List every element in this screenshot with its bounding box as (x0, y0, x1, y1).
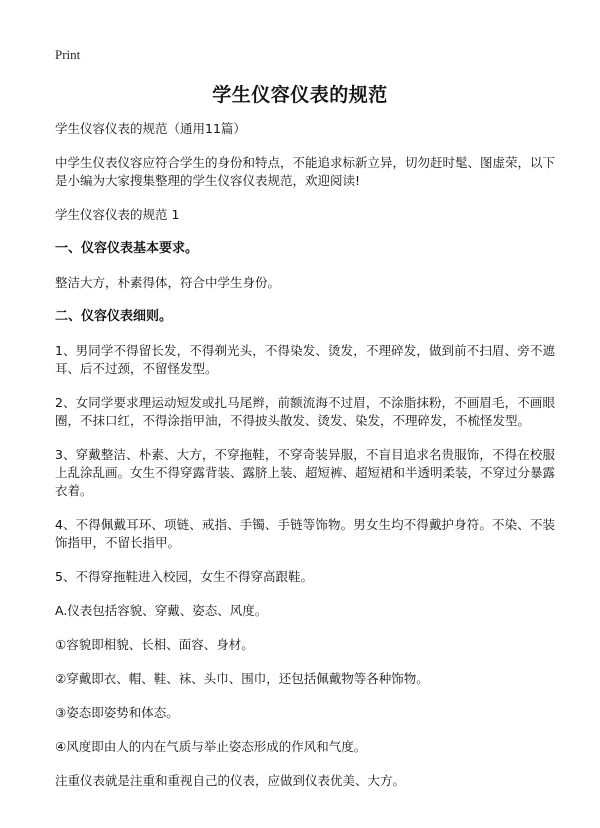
list-item: A.仪表包括容貌、穿戴、姿态、风度。 (55, 603, 268, 618)
list-item: ③姿态即姿势和体态。 (55, 705, 179, 720)
article-body (55, 120, 555, 806)
heading-detailed-rules: 二、仪容仪表细则。 (55, 309, 173, 324)
basic-requirement-text: 整洁大方，朴素得体，符合中学生身份。 (55, 275, 281, 290)
rule-item: 3、穿戴整洁、朴素、大方，不穿拖鞋，不穿奇装异服，不盲目追求名贵服饰，不得在校服上乱涂乱画。女生不得穿露背装、露脐上装、超短裤、超短裙和半透明柔装，不穿过分暴露衣着。 (55, 447, 556, 498)
rule-item: 4、不得佩戴耳环、项链、戒指、手镯、手链等饰物。男女生均不得戴护身符。不染、不装饰指甲，不留长指甲。 (55, 517, 555, 550)
list-item: ①容貌即相貌、长相、面容、身材。 (55, 637, 254, 652)
list-item: ②穿戴即衣、帽、鞋、袜、头巾、围巾，还包括佩戴物等各种饰物。 (55, 671, 429, 686)
rule-item: 1、男同学不得留长发，不得剃光头，不得染发、烫发，不理碎发，做到前不扫眉、旁不遮耳、后不过颈，不留怪发型。 (55, 343, 555, 376)
page-title: 学生仪容仪表的规范 (212, 84, 388, 106)
rule-item: 2、女同学要求理运动短发或扎马尾辫，前额流海不过眉，不涂脂抹粉，不画眉毛，不画眼圈，不抹口红，不得涂指甲油，不得披头散发、烫发、染发，不理碎发，不梳怪发型。 (55, 395, 555, 428)
heading-basic-requirements: 一、仪容仪表基本要求。 (55, 241, 199, 256)
intro-paragraph: 中学生仪表仪容应符合学生的身份和特点，不能追求标新立异，切勿赶时髦、图虚荣，以下是小编为大家搜集整理的学生仪容仪表规范，欢迎阅读! (55, 155, 556, 188)
article-subtitle: 学生仪容仪表的规范（通用11篇） (55, 121, 246, 136)
section-label: 学生仪容仪表的规范 1 (55, 207, 180, 222)
closing-paragraph: 注重仪表就是注重和重视自己的仪表，应做到仪表优美、大方。 (55, 773, 406, 788)
print-link[interactable]: Print (55, 47, 81, 62)
rule-item: 5、不得穿拖鞋进入校园，女生不得穿高跟鞋。 (55, 569, 313, 584)
list-item: ④风度即由人的内在气质与举止姿态形成的作风和气度。 (55, 739, 367, 754)
